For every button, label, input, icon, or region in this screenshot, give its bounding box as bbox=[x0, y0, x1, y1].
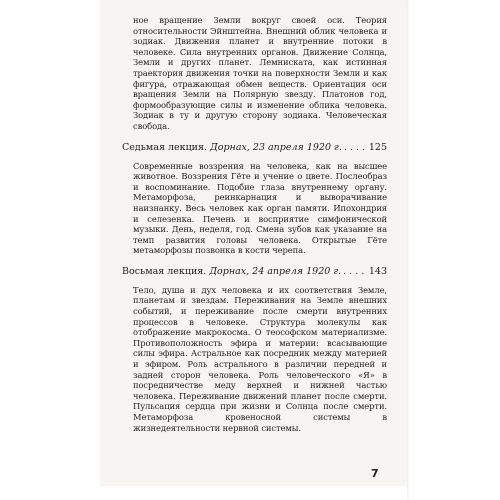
page-content bbox=[122, 15, 387, 433]
dot-leader bbox=[344, 142, 367, 154]
dot-leader bbox=[343, 266, 367, 278]
page-number: 7 bbox=[371, 467, 379, 480]
lecture-heading-seventh bbox=[122, 142, 387, 154]
lecture-date: Дорнах, 24 апреля 1920 г. bbox=[209, 265, 342, 277]
lecture-date: Дорнах, 23 апреля 1920 г. bbox=[210, 141, 342, 153]
lecture-page-number: 143 bbox=[368, 265, 387, 277]
lecture-page-number: 125 bbox=[368, 141, 387, 153]
lecture-title: Восьмая лекция. bbox=[122, 265, 207, 277]
lecture-heading-eighth bbox=[122, 266, 387, 278]
lecture-summary-seventh: Современные воззрения на человека, как на высшее животное. Воззрения Гёте и учение о цвете. Послеобраз и воспоминание. Подобие глаза внутреннему органу. Метаморфоза, реинкарнация и выворачивание наизнанку. Весь человек как орган памяти. Ипохондрия и селезенка. Печень и восприятие симфонической музыки. День, неделя, год. Смена зубов как указание на темп развития головы человека. Открытые Гёте метаморфозы позвонка в кости черепа. bbox=[133, 160, 387, 256]
lecture-title: Седьмая лекция. bbox=[122, 141, 208, 153]
book-page bbox=[100, 0, 407, 500]
intro-paragraph: ное вращение Земли вокруг своей оси. Теория относительности Эйнштейна. Внешний облик человека и зодиак. Движения планет и внутренние потоки в человеке. Сила внутренних органов. Движение Солнца, Земли и других планет. Лемниската, как истинная траектория движения точки на поверхности Земли и как фигура, отражающая обмен веществ. Ориентация оси вращения Земли на Полярную звезду. Платонов год, формообразующие силы и изменение облика человека. Зодиак в ту и другую сторону зодиака. Человеческая свобода. bbox=[133, 15, 387, 131]
lecture-summary-eighth: Тело, душа и дух человека и их соответствия Земле, планетам и звездам. Переживания на Земле внешних событий, и переживание после смерти внутренних процессов в человеке. Структура молекулы как отображение макрокосма. О теософском материализме. Противоположность эфира и материи: всасывающие силы эфира. Астральное как посредник между материей и эфиром. Роль астрального в различии передней и задней сторон человека. Роль человеческого «Я» в посредничестве меду верхней и нижней частью человека. Переживание движений планет после смерти. Пульсация сердца при жизни и Солнца после смерти. Метаморфоза кровеносной системы в жизнедеятельности нервной системы. bbox=[133, 284, 387, 433]
